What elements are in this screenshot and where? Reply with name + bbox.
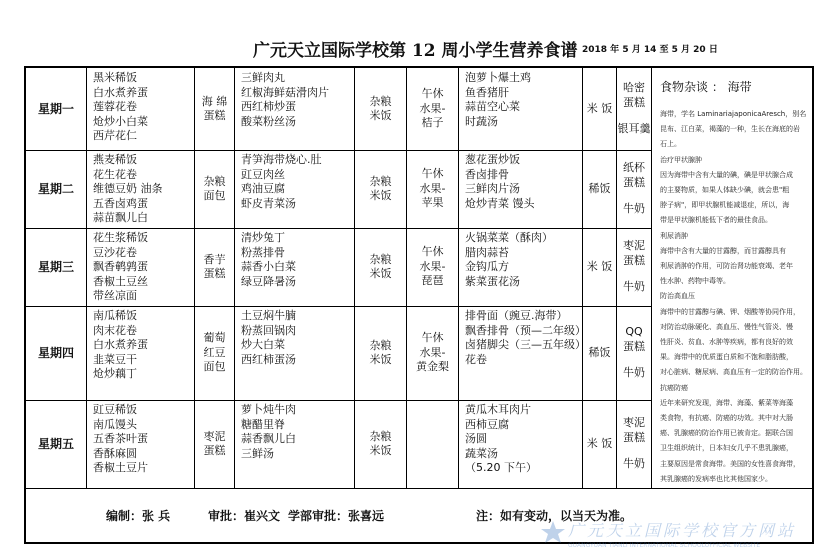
menu-item: 青笋海带烧心.肚 <box>241 153 322 166</box>
food-talk-line: 其乳腺癌的发病率也比其他国家少。 <box>660 474 772 483</box>
menu-item: 南瓜馒头 <box>93 417 137 431</box>
food-talk-line: 近年来研究发现，海带、海藻、紫菜等海藻 <box>660 398 793 407</box>
snack-cell <box>194 228 234 306</box>
day-label: 星期一 <box>37 101 74 116</box>
night-cell <box>616 150 651 228</box>
menu-text: 米 饭 <box>586 259 613 273</box>
menu-item: 绿豆降暑汤 <box>241 274 296 288</box>
menu-item: 牛奶 <box>623 202 645 216</box>
menu-item: 维德豆奶 油条 <box>93 182 163 195</box>
food-talk-line: 石上。 <box>660 140 681 149</box>
food-talk-line: 防治高血压 <box>660 292 695 301</box>
school-logo-icon <box>540 520 566 546</box>
menu-item: 西红柿蛋汤 <box>241 352 296 366</box>
menu-item: 豇豆稀饭 <box>93 403 137 416</box>
menu-item: 牛奶 <box>623 280 645 294</box>
rice-cell <box>582 68 616 150</box>
menu-item: QQ <box>625 325 643 339</box>
night-cell <box>616 68 651 150</box>
menu-item: （5.20 下午） <box>465 461 537 474</box>
day-row <box>26 228 651 307</box>
menu-item: 汤圆 <box>465 432 487 445</box>
menu-item: 纸杯 <box>623 161 645 175</box>
menu-text: 杂粮 米饭 <box>369 429 392 457</box>
menu-text: 杂粮 米饭 <box>369 174 392 202</box>
menu-text: 海 绵 蛋糕 <box>201 94 228 122</box>
menu-item: 炒大白菜 <box>241 338 285 351</box>
menu-text: 午休 水果- 黄金梨 <box>416 331 449 374</box>
menu-item: 腊肉蒜苔 <box>465 245 509 259</box>
fruit-cell <box>406 68 458 150</box>
food-talk-line: 昆布、江白菜，褐藻的一种，生长在海底的岩 <box>660 125 800 134</box>
menu-item: 土豆焖牛腩 <box>241 309 296 322</box>
menu-item: 时蔬汤 <box>465 114 498 128</box>
night-cell <box>616 228 651 306</box>
menu-item: 蛋糕 <box>623 95 645 109</box>
menu-item: 牛奶 <box>623 366 645 380</box>
menu-text: 午休 水果- 桔子 <box>419 87 446 130</box>
menu-item: 葱花蛋炒饭 <box>465 153 520 166</box>
menu-text: 杂粮 米饭 <box>369 338 392 366</box>
reviewer-label: 审批：崔兴文 <box>208 509 281 523</box>
food-talk-line: 癌、乳腺癌的防治作用已被肯定。据联合国 <box>660 429 793 438</box>
menu-item: 紫菜蛋花汤 <box>465 274 520 288</box>
menu-item: 花生花卷 <box>93 167 137 181</box>
menu-text: 枣泥 蛋糕 <box>203 429 226 457</box>
menu-item: 三鲜汤 <box>241 446 274 460</box>
menu-item: 卤猪脚尖（三—五年级） <box>465 338 586 351</box>
snack-cell <box>194 400 234 488</box>
fruit-cell <box>406 228 458 306</box>
dinner-cell <box>458 306 586 400</box>
food-talk-line: 的主要物质，如果人体缺少碘，就会患"粗 <box>660 186 790 195</box>
food-talk-line: 脖子病"，即甲状腺机能减退症，所以，海 <box>660 201 790 210</box>
menu-item: 西柿豆腐 <box>465 417 509 431</box>
menu-text: 午休 水果- 琵琶 <box>419 245 446 288</box>
staple-cell <box>354 68 406 150</box>
menu-text: 米 饭 <box>586 436 613 450</box>
main-cell <box>86 306 194 400</box>
food-talk-line: 利尿消肿 <box>660 231 688 240</box>
menu-item: 五香茶叶蛋 <box>93 432 148 445</box>
menu-item: 豆沙花卷 <box>93 245 137 259</box>
menu-item: 炝炒青菜 馒头 <box>465 196 535 210</box>
rice-cell <box>582 400 616 488</box>
lunch-cell <box>234 68 354 150</box>
menu-item: 蛋糕 <box>623 339 645 353</box>
menu-table <box>24 66 814 544</box>
food-talk-title: 食物杂谈 ： 海带 <box>660 80 752 94</box>
night-cell <box>616 400 651 488</box>
night-cell <box>616 306 651 400</box>
menu-item: 白水煮养蛋 <box>93 85 148 99</box>
dinner-cell <box>458 150 582 228</box>
menu-item: 蒜苗飘儿白 <box>93 211 148 224</box>
menu-item: 枣泥 <box>623 239 645 253</box>
menu-item: 糖醋里脊 <box>241 417 285 431</box>
main-cell <box>86 400 194 488</box>
menu-item: 五香卤鸡蛋 <box>93 196 148 210</box>
menu-item: 黄瓜木耳肉片 <box>465 403 531 416</box>
date-range: 2018 年 5 月 14 至 5 月 20 日 <box>582 45 718 55</box>
menu-item: 韭菜豆干 <box>93 352 137 366</box>
menu-item: 蛋糕 <box>623 175 645 189</box>
day-row <box>26 400 651 489</box>
lunch-cell <box>234 400 354 488</box>
rice-cell <box>582 228 616 306</box>
day-label: 星期三 <box>37 259 74 274</box>
menu-item: 虾皮青菜汤 <box>241 196 296 210</box>
menu-item: 蒜香飘儿白 <box>241 432 296 445</box>
food-talk-line: 海带中含有大量的甘露醇，而甘露醇具有 <box>660 246 786 255</box>
food-talk-line: 海带，学名 LaminariajaponicaAresch，别名 <box>660 110 807 118</box>
menu-item: 香酥麻圆 <box>93 446 137 460</box>
lunch-cell <box>234 228 354 306</box>
menu-item: 西红柿炒蛋 <box>241 100 296 113</box>
fruit-cell <box>406 400 458 488</box>
food-talk-panel <box>651 68 814 488</box>
snack-cell <box>194 68 234 150</box>
food-talk-line: 因为海带中含有大量的碘，碘是甲状腺合成 <box>660 170 793 179</box>
menu-item: 泡萝卜爆土鸡 <box>465 71 531 84</box>
food-talk-line: 卫生组织统计，日本妇女几乎不患乳腺癌， <box>660 444 793 453</box>
menu-item: 蒜苗空心菜 <box>465 100 520 113</box>
menu-item: 花生浆稀饭 <box>93 231 148 244</box>
food-talk-line: 带是甲状腺机能低下者的最佳食品。 <box>660 216 772 225</box>
page-title: 广元天立国际学校第 12 周小学生营养食谱 <box>253 41 578 61</box>
menu-item: 排骨面（豌豆.海带） <box>465 309 568 322</box>
menu-item: 粉蒸排骨 <box>241 245 285 259</box>
staple-cell <box>354 228 406 306</box>
menu-item: 花卷 <box>465 352 487 366</box>
dinner-cell <box>458 400 582 488</box>
note-label: 注：如有变动，以当天为准。 <box>476 509 633 523</box>
food-talk-line: 对防治动脉硬化、高血压、慢性气管炎、慢 <box>660 322 793 331</box>
menu-item: 豇豆肉丝 <box>241 167 285 181</box>
snack-cell <box>194 150 234 228</box>
menu-item: 蔬菜汤 <box>465 446 498 460</box>
watermark <box>540 516 838 556</box>
fruit-cell <box>406 306 458 400</box>
lunch-cell <box>234 306 354 400</box>
main-cell <box>86 150 194 228</box>
rice-cell <box>582 306 616 400</box>
menu-item: 银耳羹 <box>617 122 651 136</box>
menu-item: 炝炒小白菜 <box>93 114 148 128</box>
menu-text: 杂粮 米饭 <box>369 94 392 122</box>
menu-text: 杂粮 面包 <box>203 174 226 202</box>
main-cell <box>86 68 194 150</box>
editor-label: 编制：张 兵 <box>106 509 171 523</box>
menu-item: 萝卜炖牛肉 <box>241 403 296 416</box>
menu-item: 酸菜粉丝汤 <box>241 114 296 128</box>
menu-item: 黑米稀饭 <box>93 71 137 84</box>
menu-item: 莲蓉花卷 <box>93 100 137 113</box>
menu-text: 杂粮 米饭 <box>369 252 392 280</box>
menu-item: 红椒海鲜菇滑肉片 <box>241 85 329 99</box>
menu-item: 金钩瓜方 <box>465 260 509 273</box>
rice-cell <box>582 150 616 228</box>
food-talk-line: 治疗甲状腺肿 <box>660 155 702 164</box>
day-label: 星期五 <box>37 436 74 451</box>
menu-item: 鸡油豆腐 <box>241 182 285 195</box>
menu-item: 三鲜肉丸 <box>241 71 285 84</box>
food-talk-line: 对心脏病、糖尿病、高血压有一定的防治作用。 <box>660 368 807 377</box>
menu-item: 蒜香小白菜 <box>241 260 296 273</box>
day-row <box>26 68 651 151</box>
menu-item: 西芹花仁 <box>93 129 137 142</box>
day-label: 星期二 <box>37 181 74 196</box>
food-talk-line: 海带中的甘露醇与碘、钾、烟酸等协同作用， <box>660 307 800 316</box>
menu-item: 香椒土豆丝 <box>93 274 148 288</box>
lunch-cell <box>234 150 354 228</box>
menu-item: 哈密 <box>623 81 645 95</box>
watermark-en: GUANGYUAN TIANLI INTERNATIONAL SCHOOLOFFICIAL WEBSITE <box>568 542 761 549</box>
menu-text: 葡萄 红豆 面包 <box>203 331 226 374</box>
menu-text: 稀饭 <box>588 345 611 359</box>
dept-reviewer-label: 学部审批：张喜远 <box>288 509 385 523</box>
menu-item: 清炒兔丁 <box>241 231 285 244</box>
menu-item: 三鲜肉片汤 <box>465 182 520 195</box>
menu-item: 飘香排骨（预—二年级） <box>465 323 586 337</box>
page-header <box>0 36 838 66</box>
menu-text: 稀饭 <box>588 181 611 195</box>
day-row <box>26 306 651 401</box>
food-talk-line: 抗癌防癌 <box>660 383 688 392</box>
menu-item: 白水煮养蛋 <box>93 338 148 351</box>
menu-item: 香卤排骨 <box>465 167 509 181</box>
food-talk-line: 类食物，有抗癌、防癌的功效。其中对大肠 <box>660 414 793 423</box>
snack-cell <box>194 306 234 400</box>
menu-item: 蛋糕 <box>623 430 645 444</box>
menu-item: 飘香鹌鹑蛋 <box>93 260 148 273</box>
day-row <box>26 150 651 229</box>
menu-item: 南瓜稀饭 <box>93 309 137 322</box>
day-label: 星期四 <box>37 345 74 360</box>
menu-item: 带丝凉面 <box>93 289 137 302</box>
food-talk-line: 主要原因是常食海带。美国的女性喜食海带， <box>660 459 800 468</box>
menu-item: 枣泥 <box>623 416 645 430</box>
menu-item: 肉末花卷 <box>93 323 137 337</box>
staple-cell <box>354 150 406 228</box>
dinner-cell <box>458 228 582 306</box>
menu-text: 午休 水果- 苹果 <box>419 167 446 210</box>
menu-item: 牛奶 <box>623 457 645 471</box>
menu-item: 火锅菜菜（酥肉） <box>465 231 553 244</box>
fruit-cell <box>406 150 458 228</box>
food-talk-line: 性肝炎、贫血、水肿等疾病，都有良好的效 <box>660 338 793 347</box>
staple-cell <box>354 306 406 400</box>
staple-cell <box>354 400 406 488</box>
food-talk-line: 果。海带中的优质蛋白质和不饱和脂肪酸， <box>660 353 793 362</box>
menu-item: 鱼香猪肝 <box>465 85 509 99</box>
menu-item: 蛋糕 <box>623 253 645 267</box>
watermark-cn: 广元天立国际学校官方网站 <box>568 521 797 540</box>
menu-item: 炝炒藕丁 <box>93 367 137 380</box>
dinner-cell <box>458 68 582 150</box>
menu-item: 香椒土豆片 <box>93 461 148 474</box>
menu-item: 燕麦稀饭 <box>93 153 137 166</box>
menu-item: 粉蒸回锅肉 <box>241 323 296 337</box>
menu-text: 米 饭 <box>586 101 613 115</box>
food-talk-line: 性水肿、药物中毒等。 <box>660 277 730 286</box>
main-cell <box>86 228 194 306</box>
menu-text: 香芋 蛋糕 <box>203 252 226 280</box>
food-talk-line: 利尿消肿的作用，可防治肾功能衰竭、老年 <box>660 262 793 271</box>
